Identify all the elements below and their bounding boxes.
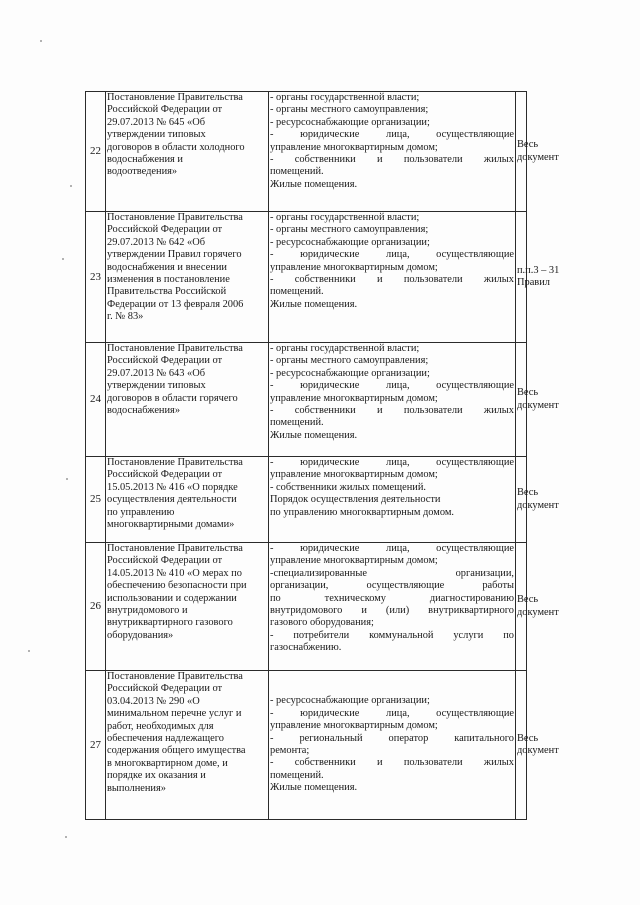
- act-line: Постановление Правительства: [107, 543, 243, 554]
- subject-line: по техническому диагностированию: [270, 592, 514, 604]
- act-line: по управлению: [107, 506, 175, 518]
- row-number: 23: [86, 212, 106, 343]
- subject-line: - юридические лица, осуществляющие: [270, 457, 514, 468]
- act-line: 29.07.2013 № 643 «Об: [107, 367, 206, 379]
- subject-line: - органы местного самоуправления;: [270, 104, 429, 116]
- scope-line: Правил: [517, 277, 550, 288]
- subject-line: Жилые помещения.: [270, 782, 358, 794]
- act-line: водоснабжения»: [107, 405, 181, 417]
- act-cell: [106, 543, 269, 671]
- subject-line: управление многоквартирным домом;: [270, 720, 438, 732]
- act-line: Российской Федерации от: [107, 355, 223, 367]
- subject-line: - органы местного самоуправления;: [270, 224, 429, 236]
- scope-line: Весь: [517, 732, 539, 744]
- subject-line: - юридические лица, осуществляющие: [270, 707, 514, 719]
- act-line: содержания общего имущества: [107, 745, 246, 757]
- act-line: внутридомового и: [107, 605, 188, 617]
- regulations-table-body: [86, 92, 560, 820]
- act-line: обеспечения надлежащего: [107, 733, 224, 745]
- act-line: оборудования»: [107, 629, 174, 641]
- act-line: 29.07.2013 № 642 «Об: [107, 236, 206, 248]
- subject-line: - юридические лица, осуществляющие: [270, 380, 514, 392]
- act-line: Правительства Российской: [107, 286, 227, 298]
- row-number: 26: [86, 543, 106, 671]
- scan-speck: [40, 40, 42, 42]
- scope-line: документ: [517, 606, 559, 618]
- table-row: [86, 671, 527, 820]
- scope-line: Весь: [517, 387, 539, 399]
- act-cell: [106, 92, 269, 212]
- subject-line: - собственники и пользователи жилых: [270, 405, 514, 417]
- table-row: [86, 457, 527, 543]
- subject-line: управление многоквартирным домом;: [270, 261, 438, 273]
- act-line: Постановление Правительства: [107, 457, 243, 468]
- row-number: 24: [86, 343, 106, 457]
- subject-line: - собственники и пользователи жилых: [270, 274, 514, 286]
- subject-line: Порядок осуществления деятельности: [270, 494, 441, 506]
- act-line: многоквартирными домами»: [107, 519, 235, 531]
- row-number: 22: [86, 92, 106, 212]
- act-line: утверждении типовых: [107, 380, 206, 392]
- subject-line: управление многоквартирным домом;: [270, 469, 438, 481]
- subject-line: - потребители коммунальной услуги по: [270, 629, 514, 641]
- act-line: договоров в области холодного: [107, 141, 245, 153]
- subject-line: - органы государственной власти;: [270, 212, 420, 223]
- act-line: утверждении Правил горячего: [107, 249, 242, 261]
- subject-line: по управлению многоквартирным домом.: [270, 506, 455, 518]
- subject-line: помещений.: [270, 286, 324, 298]
- act-line: минимальном перечне услуг и: [107, 708, 242, 720]
- scan-speck: [66, 478, 68, 480]
- subject-line: управление многоквартирным домом;: [270, 555, 438, 567]
- subject-line: - органы государственной власти;: [270, 92, 420, 103]
- act-line: г. № 83»: [107, 311, 144, 323]
- act-line: осуществления деятельности: [107, 494, 237, 506]
- subject-line: -специализированные организации,: [270, 567, 514, 579]
- act-cell: [106, 457, 269, 543]
- subjects-cell: [269, 457, 516, 543]
- subject-line: - ресурсоснабжающие организации;: [270, 116, 430, 128]
- act-cell: [106, 212, 269, 343]
- scope-cell: [516, 543, 559, 671]
- act-line: обеспечению безопасности при: [107, 580, 247, 592]
- regulations-table: [85, 91, 560, 820]
- subject-line: помещений.: [270, 417, 324, 429]
- act-line: Федерации от 13 февраля 2006: [107, 298, 244, 310]
- act-line: Постановление Правительства: [107, 671, 243, 682]
- subject-line: организации, осуществляющие работы: [270, 580, 514, 592]
- act-cell: [106, 671, 269, 820]
- subject-line: - собственники жилых помещений.: [270, 481, 426, 493]
- act-line: Постановление Правительства: [107, 92, 243, 103]
- subject-line: управление многоквартирным домом;: [270, 141, 438, 153]
- act-line: работ, необходимых для: [107, 720, 214, 732]
- subject-line: помещений.: [270, 769, 324, 781]
- act-line: в многоквартирном доме, и: [107, 757, 228, 769]
- table-row: [86, 92, 527, 212]
- scan-speck: [28, 650, 30, 652]
- subject-line: - юридические лица, осуществляющие: [270, 543, 514, 554]
- row-number: 25: [86, 457, 106, 543]
- scan-speck: [70, 185, 72, 187]
- subjects-cell: [269, 92, 516, 212]
- subject-line: внутридомового и (или) внутриквартирного: [270, 605, 514, 617]
- scope-line: Весь: [517, 594, 539, 606]
- scope-cell: [516, 457, 559, 543]
- table-row: [86, 543, 527, 671]
- subject-line: Жилые помещения.: [270, 178, 358, 190]
- table-row: [86, 212, 527, 343]
- scope-line: документ: [517, 399, 559, 411]
- act-line: водоснабжения и: [107, 154, 183, 166]
- scope-cell: [516, 671, 559, 820]
- act-line: Российской Федерации от: [107, 683, 223, 695]
- subjects-cell: [269, 671, 516, 820]
- subject-line: - региональный оператор капитального: [270, 732, 514, 744]
- table-row: [86, 343, 527, 457]
- subject-line: Жилые помещения.: [270, 298, 358, 310]
- subject-line: - ресурсоснабжающие организации;: [270, 367, 430, 379]
- act-line: водоотведения»: [107, 166, 178, 178]
- act-line: использовании и содержании: [107, 592, 237, 604]
- scan-speck: [62, 258, 64, 260]
- act-line: 29.07.2013 № 645 «Об: [107, 116, 206, 128]
- subject-line: - ресурсоснабжающие организации;: [270, 695, 430, 707]
- row-number: 27: [86, 671, 106, 820]
- act-line: Российской Федерации от: [107, 469, 223, 481]
- scope-line: Весь: [517, 139, 539, 151]
- act-line: внутриквартирного газового: [107, 617, 233, 629]
- act-line: порядке их оказания и: [107, 770, 206, 782]
- scan-speck: [65, 836, 67, 838]
- subject-line: Жилые помещения.: [270, 429, 358, 441]
- act-line: водоснабжения и внесении: [107, 261, 227, 273]
- scope-cell: [516, 212, 560, 343]
- act-line: 15.05.2013 № 416 «О порядке: [107, 481, 238, 493]
- subject-line: газового оборудования;: [270, 617, 374, 629]
- act-line: договоров в области горячего: [107, 392, 238, 404]
- scope-cell: [516, 343, 559, 457]
- subject-line: ремонта;: [270, 745, 310, 756]
- subject-line: - органы государственной власти;: [270, 343, 420, 354]
- scope-line: документ: [517, 151, 559, 163]
- act-line: Постановление Правительства: [107, 343, 243, 354]
- subject-line: - юридические лица, осуществляющие: [270, 129, 514, 141]
- scope-line: документ: [517, 745, 559, 756]
- act-line: утверждении типовых: [107, 129, 206, 141]
- subject-line: газоснабжению.: [270, 642, 342, 654]
- subject-line: - органы местного самоуправления;: [270, 355, 429, 367]
- scope-line: п.п.3 – 31: [517, 264, 560, 276]
- subjects-cell: [269, 343, 516, 457]
- subject-line: - юридические лица, осуществляющие: [270, 249, 514, 261]
- subject-line: помещений.: [270, 166, 324, 178]
- act-line: изменения в постановление: [107, 274, 230, 286]
- subject-line: - собственники и пользователи жилых: [270, 757, 514, 769]
- subjects-cell: [269, 543, 516, 671]
- scope-line: Весь: [517, 487, 539, 499]
- subject-line: - ресурсоснабжающие организации;: [270, 236, 430, 248]
- scope-cell: [516, 92, 559, 212]
- scope-line: документ: [517, 499, 559, 511]
- subjects-cell: [269, 212, 516, 343]
- act-line: Российской Федерации от: [107, 224, 223, 236]
- subject-line: - собственники и пользователи жилых: [270, 154, 514, 166]
- act-line: Российской Федерации от: [107, 104, 223, 116]
- act-line: Российской Федерации от: [107, 555, 223, 567]
- act-line: 03.04.2013 № 290 «О: [107, 695, 200, 707]
- act-line: Постановление Правительства: [107, 212, 243, 223]
- act-line: 14.05.2013 № 410 «О мерах по: [107, 567, 242, 579]
- act-line: выполнения»: [107, 782, 166, 794]
- subject-line: управление многоквартирным домом;: [270, 392, 438, 404]
- act-cell: [106, 343, 269, 457]
